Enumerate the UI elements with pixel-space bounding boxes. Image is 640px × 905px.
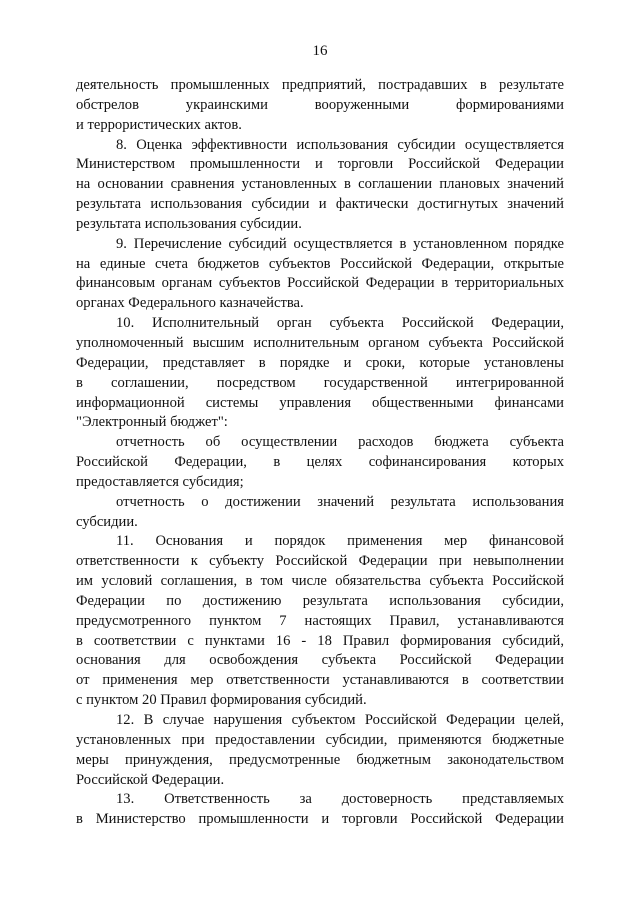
page-number: 16	[312, 43, 328, 59]
text-line: предусмотренного пунктом 7 настоящих Правил, устанавливаются	[76, 612, 564, 629]
text-line: в соответствии с пунктами 16 - 18 Правил формирования субсидий,	[76, 632, 564, 649]
body-text	[76, 76, 564, 830]
text-line: Российской Федерации, в целях софинансирования которых	[76, 454, 564, 471]
text-line: Российской Федерации.	[76, 771, 225, 788]
text-line: основания для освобождения субъекта Российской Федерации	[76, 652, 564, 669]
text-line: им условий соглашения, в том числе обязательства субъекта Российской	[76, 573, 564, 590]
text-line: в Министерство промышленности и торговли Российской Федерации	[76, 811, 564, 828]
text-line: органах Федерального казначейства.	[76, 295, 304, 312]
text-line: информационной системы управления общественными финансами	[76, 394, 564, 411]
text-line: 13. Ответственность за достоверность представляемых	[116, 791, 564, 808]
text-line: от применения мер ответственности устанавливаются в соответствии	[76, 672, 564, 689]
text-line: на единые счета бюджетов субъектов Российской Федерации, открытые	[76, 255, 564, 272]
text-line: "Электронный бюджет":	[76, 414, 228, 431]
text-line: 11. Основания и порядок применения мер финансовой	[116, 533, 564, 550]
text-line: установленных при предоставлении субсидии, применяются бюджетные	[76, 731, 564, 748]
text-line: в соглашении, посредством государственной интегрированной	[76, 374, 564, 391]
text-line: Федерации по достижению результата использования субсидии,	[76, 592, 564, 609]
text-line: отчетность о достижении значений результата использования	[116, 493, 564, 510]
text-line: 10. Исполнительный орган субъекта Российской Федерации,	[116, 315, 564, 332]
text-line: результата использования субсидии и фактически достигнутых значений	[76, 196, 564, 213]
text-line: деятельность промышленных предприятий, пострадавших в результате	[76, 77, 564, 93]
text-line: ответственности к субъекту Российской Федерации при невыполнении	[76, 553, 564, 570]
text-line: на основании сравнения установленных в соглашении плановых значений	[76, 176, 564, 193]
text-line: 9. Перечисление субсидий осуществляется в установленном порядке	[116, 235, 564, 252]
text-line: меры принуждения, предусмотренные бюджетным законодательством	[76, 751, 564, 768]
text-line: финансовым органам субъектов Российской Федерации в территориальных	[76, 275, 564, 292]
text-line: Министерством промышленности и торговли Российской Федерации	[76, 156, 564, 173]
text-line: и террористических актов.	[76, 116, 242, 133]
text-line: субсидии.	[76, 513, 138, 530]
text-line: Федерации, представляет в порядке и сроки, которые установлены	[76, 354, 564, 371]
text-line: с пунктом 20 Правил формирования субсидий.	[76, 692, 367, 709]
text-line: результата использования субсидии.	[76, 215, 302, 232]
text-line: 8. Оценка эффективности использования субсидии осуществляется	[116, 136, 564, 153]
text-line: предоставляется субсидия;	[76, 473, 244, 490]
text-line: обстрелов украинскими вооруженными формированиями	[76, 96, 564, 113]
text-line: отчетность об осуществлении расходов бюджета субъекта	[116, 434, 564, 451]
text-line: 12. В случае нарушения субъектом Российской Федерации целей,	[116, 712, 564, 728]
text-line: уполномоченный высшим исполнительным органом субъекта Российской	[76, 334, 564, 351]
